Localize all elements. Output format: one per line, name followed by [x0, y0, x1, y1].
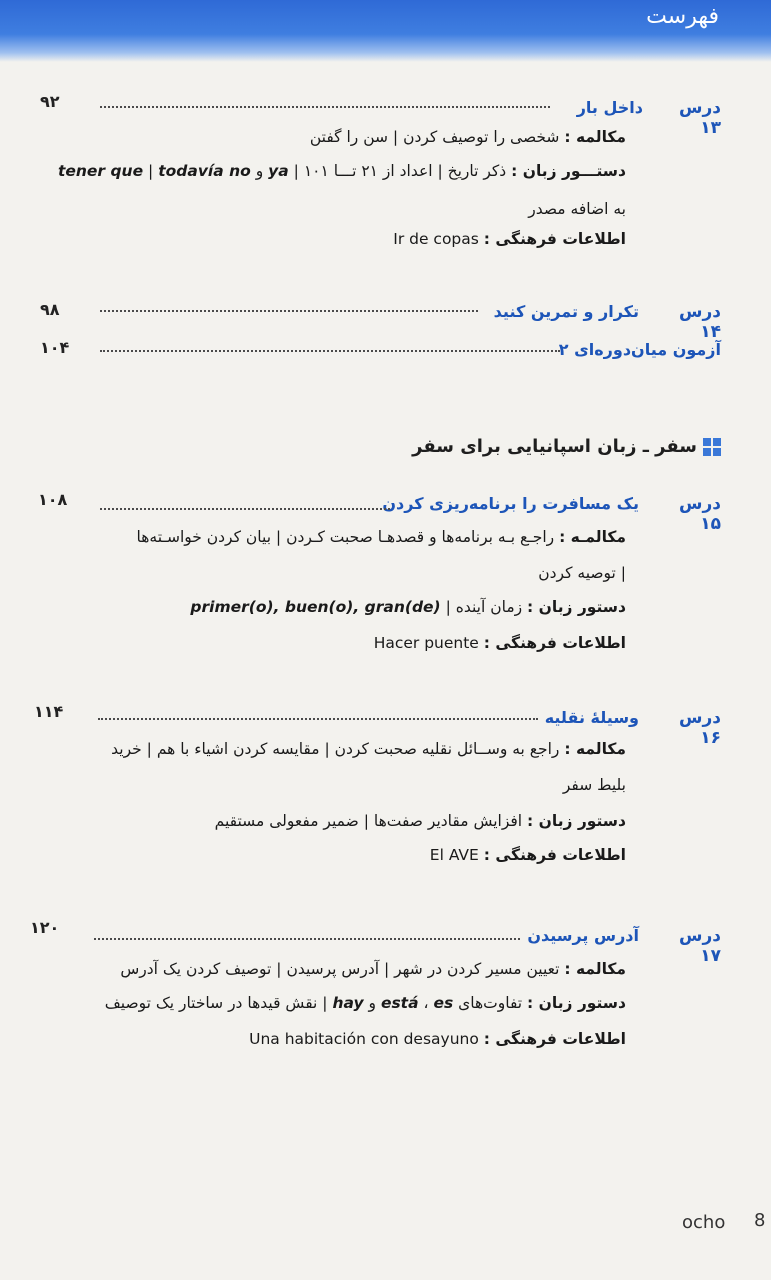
culture-label: اطلاعات فرهنگی :: [483, 634, 626, 652]
culture-line: [374, 634, 626, 652]
conversation-label: مکالمـه :: [559, 528, 626, 546]
leader-dots: [100, 310, 478, 312]
grid-icon: [703, 438, 721, 456]
lesson-number: درس ۱۵: [679, 494, 721, 534]
culture-line: [393, 230, 626, 248]
page-number[interactable]: ۹۲: [40, 92, 60, 111]
culture-text: Hacer puente: [373, 634, 479, 652]
grammar-line: [215, 812, 626, 830]
section-heading: [412, 436, 721, 457]
grammar-line: [105, 994, 626, 1012]
grammar-text: | نقش قیدها در ساختار یک توصیف: [104, 994, 328, 1012]
page-number[interactable]: ۱۲۰: [30, 918, 60, 937]
leader-dots: [98, 718, 538, 720]
leader-dots: [100, 350, 560, 352]
culture-line: [430, 846, 626, 864]
conversation-line: [111, 740, 626, 758]
grammar-label: دستـــور زبان :: [511, 162, 626, 180]
conversation-line: [310, 128, 626, 146]
leader-dots: [100, 508, 390, 510]
midterm-title: آزمون میان‌دوره‌ای ۲: [558, 340, 721, 359]
conversation-text: شخصی را توصیف کردن | سن را گفتن: [309, 128, 560, 146]
conversation-continued: | توصیه کردن: [538, 564, 626, 582]
page-number[interactable]: ۱۱۴: [34, 702, 64, 721]
footer-page-number: 8: [754, 1210, 766, 1231]
grammar-latin: ya: [268, 162, 289, 180]
grammar-and: و: [255, 162, 264, 180]
grammar-line: [58, 162, 626, 180]
page-number[interactable]: ۱۰۴: [40, 338, 70, 357]
lesson-title: تکرار و تمرین کنید: [493, 302, 639, 321]
grammar-label: دستور زبان :: [527, 812, 626, 830]
grammar-comma: ،: [423, 994, 429, 1012]
conversation-line: [120, 960, 626, 978]
lesson-number: درس ۱۴: [679, 302, 721, 342]
lesson-title: وسیلهٔ نقلیه: [544, 708, 639, 727]
grammar-text: زمان آینده |: [445, 598, 523, 616]
grammar-separator: |: [148, 162, 154, 180]
leader-dots: [100, 106, 550, 108]
grammar-latin: hay: [332, 994, 364, 1012]
conversation-continued: بلیط سفر: [562, 776, 626, 794]
culture-text: Una habitación con desayuno: [249, 1030, 479, 1048]
page-number[interactable]: ۹۸: [40, 300, 60, 319]
conversation-label: مکالمه :: [564, 960, 626, 978]
grammar-line: [190, 598, 626, 616]
grammar-and: و: [368, 994, 376, 1012]
culture-line: [249, 1030, 626, 1048]
conversation-label: مکالمه :: [564, 740, 626, 758]
grammar-continued: به اضافه مصدر: [528, 200, 626, 218]
culture-label: اطلاعات فرهنگی :: [483, 846, 626, 864]
conversation-line: [137, 528, 626, 546]
conversation-text: راجع به وســائل نقلیه صحبت کردن | مقایسه کردن اشیاء با هم | خرید: [111, 740, 560, 758]
culture-text: Ir de copas: [393, 230, 479, 248]
grammar-text: افزایش مقادیر صفت‌ها | ضمیر مفعولی مستقیم: [214, 812, 523, 830]
grammar-latin: todavía no: [158, 162, 251, 180]
lesson-title: آدرس پرسیدن: [527, 926, 639, 945]
section-title: سفر ـ زبان اسپانیایی برای سفر: [412, 436, 697, 457]
lesson-number: درس ۱۳: [679, 98, 721, 138]
lesson-number: درس ۱۶: [679, 708, 721, 748]
culture-label: اطلاعات فرهنگی :: [483, 230, 626, 248]
culture-text: El AVE: [429, 846, 479, 864]
culture-label: اطلاعات فرهنگی :: [483, 1030, 626, 1048]
grammar-latin: está: [380, 994, 419, 1012]
lesson-14-heading[interactable]: [494, 302, 721, 342]
conversation-text: تعیین مسیر کردن در شهر | آدرس پرسیدن | توصیف کردن یک آدرس: [120, 960, 560, 978]
grammar-latin: primer(o), buen(o), gran(de): [190, 598, 441, 616]
lesson-title: داخل بار: [576, 98, 643, 117]
midterm-heading[interactable]: [559, 340, 721, 359]
leader-dots: [94, 938, 520, 940]
conversation-label: مکالمه :: [564, 128, 626, 146]
page-number[interactable]: ۱۰۸: [38, 490, 68, 509]
footer-page-word: ocho: [682, 1212, 726, 1233]
lesson-number: درس ۱۷: [679, 926, 721, 966]
grammar-text: ذکر تاریخ | اعداد از ۲۱ تـــا ۱۰۱ |: [293, 162, 507, 180]
grammar-latin: tener que: [57, 162, 144, 180]
conversation-text: راجـع بـه برنامه‌ها و قصدهـا صحبت کـردن | بیان کردن خواسـته‌ها: [136, 528, 555, 546]
grammar-label: دستور زبان :: [527, 598, 626, 616]
grammar-latin: es: [433, 994, 454, 1012]
lesson-title: یک مسافرت را برنامه‌ریزی کردن: [382, 494, 639, 513]
grammar-text: تفاوت‌های: [458, 994, 523, 1012]
page-title: فهرست: [646, 4, 719, 29]
grammar-label: دستور زبان :: [527, 994, 626, 1012]
